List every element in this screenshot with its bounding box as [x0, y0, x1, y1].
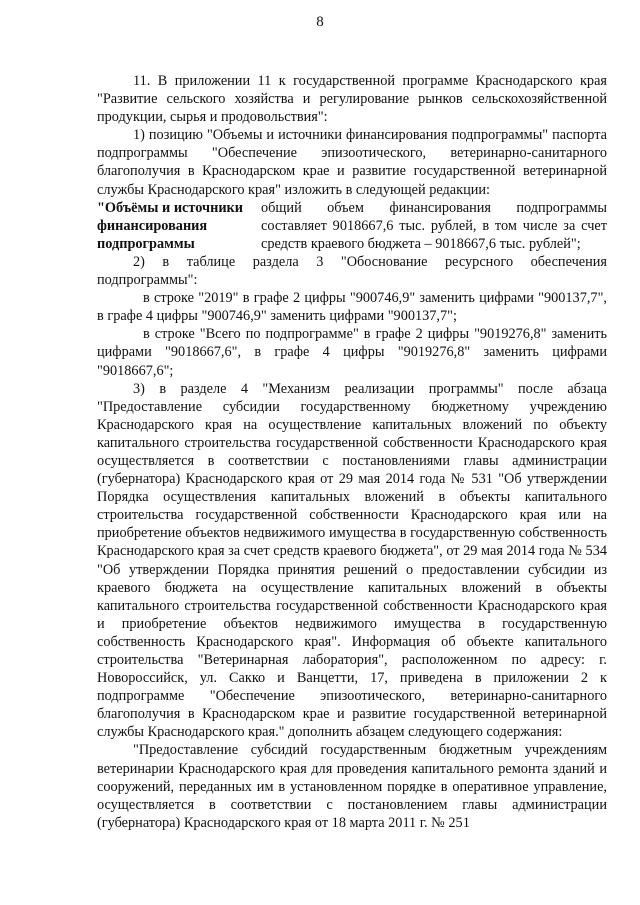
paragraph-subitem-2: 2) в таблице раздела 3 "Обоснование ресурсного обеспечения подпрограммы":	[97, 253, 607, 289]
paragraph-item-11: 11. В приложении 11 к государственной программе Краснодарского края "Развитие сельского хозяйства и регулирование рынков сельскохозяйственной продукции, сырья и продовольствия":	[97, 73, 607, 126]
passport-value: общий объем финансирования подпрограммы составляет 9018667,6 тыс. рублей, в том числе за счет средств краевого бюджета – 9018667,6 тыс. рублей";	[261, 199, 607, 252]
passport-label: "Объёмы и источники финансирования подпрограммы	[97, 199, 244, 252]
document-body	[97, 72, 607, 832]
passport-row	[97, 199, 607, 253]
paragraph-quote: "Предоставление субсидий государственным бюджетным учреждениям ветеринарии Краснодарского края для проведения капитального ремонта зданий и сооружений, переданных им в установленном порядке в оперативное управление, осуществляется в соответствии с постановлением главы администрации (губернатора) Краснодарского края от 18 марта 2011 г. № 251	[97, 742, 607, 831]
paragraph-row-2019: в строке "2019" в графе 2 цифры "900746,9" заменить цифрами "900137,7", в графе 4 цифры "900746,9" заменить цифрами "900137,7";	[97, 290, 607, 325]
paragraph-subitem-3: 3) в разделе 4 "Механизм реализации программы" после абзаца "Предоставление субсидии государственному бюджетному учреждению Краснодарского края на осуществление капитальных вложений по объекту капитального строительства государственной собственности Краснодарского края осуществляется в соответствии с постановлениями главы администрации (губернатора) Краснодарского края от 29 мая 2014 года № 531 "Об утверждении Порядка осуществления капитальных вложений в объекты капитального строительства государственной собственности Краснодарского края или на приобретение объектов недвижимого имущества в государственную собственность Краснодарского края за счет средств краевого бюджета", от 29 мая 2014 года № 534 "Об утверждении Порядка принятия решений о предоставлении субсидии из краевого бюджета на осуществление капитальных вложений в объекты капитального строительства государственной собственности Краснодарского края и приобретение объектов недвижимого имущества в государственную собственность Краснодарского края". Информация об объекте капитального строительства "Ветеринарная лаборатория", расположенном по адресу: г. Новороссийск, ул. Сакко и Ванцетти, 17, приведена в приложении 2 к подпрограмме "Обеспечение эпизоотического, ветеринарно-санитарного благополучия в Краснодарском крае и развитие государственной ветеринарной службы Краснодарского края." дополнить абзацем следующего содержания:	[97, 380, 607, 741]
paragraph-subitem-1: 1) позицию "Объемы и источники финансирования подпрограммы" паспорта подпрограммы "Обеспечение эпизоотического, ветеринарно-санитарного благополучия в Краснодарском крае и развитие государственной ветеринарной службы Краснодарского края" изложить в следующей редакции:	[97, 127, 607, 198]
paragraph-row-total: в строке "Всего по подпрограмме" в графе 2 цифры "9019276,8" заменить цифрами "9018667,6", в графе 4 цифры "9019276,8" заменить цифрами "9018667,6";	[97, 326, 607, 379]
page-number: 8	[316, 14, 324, 30]
